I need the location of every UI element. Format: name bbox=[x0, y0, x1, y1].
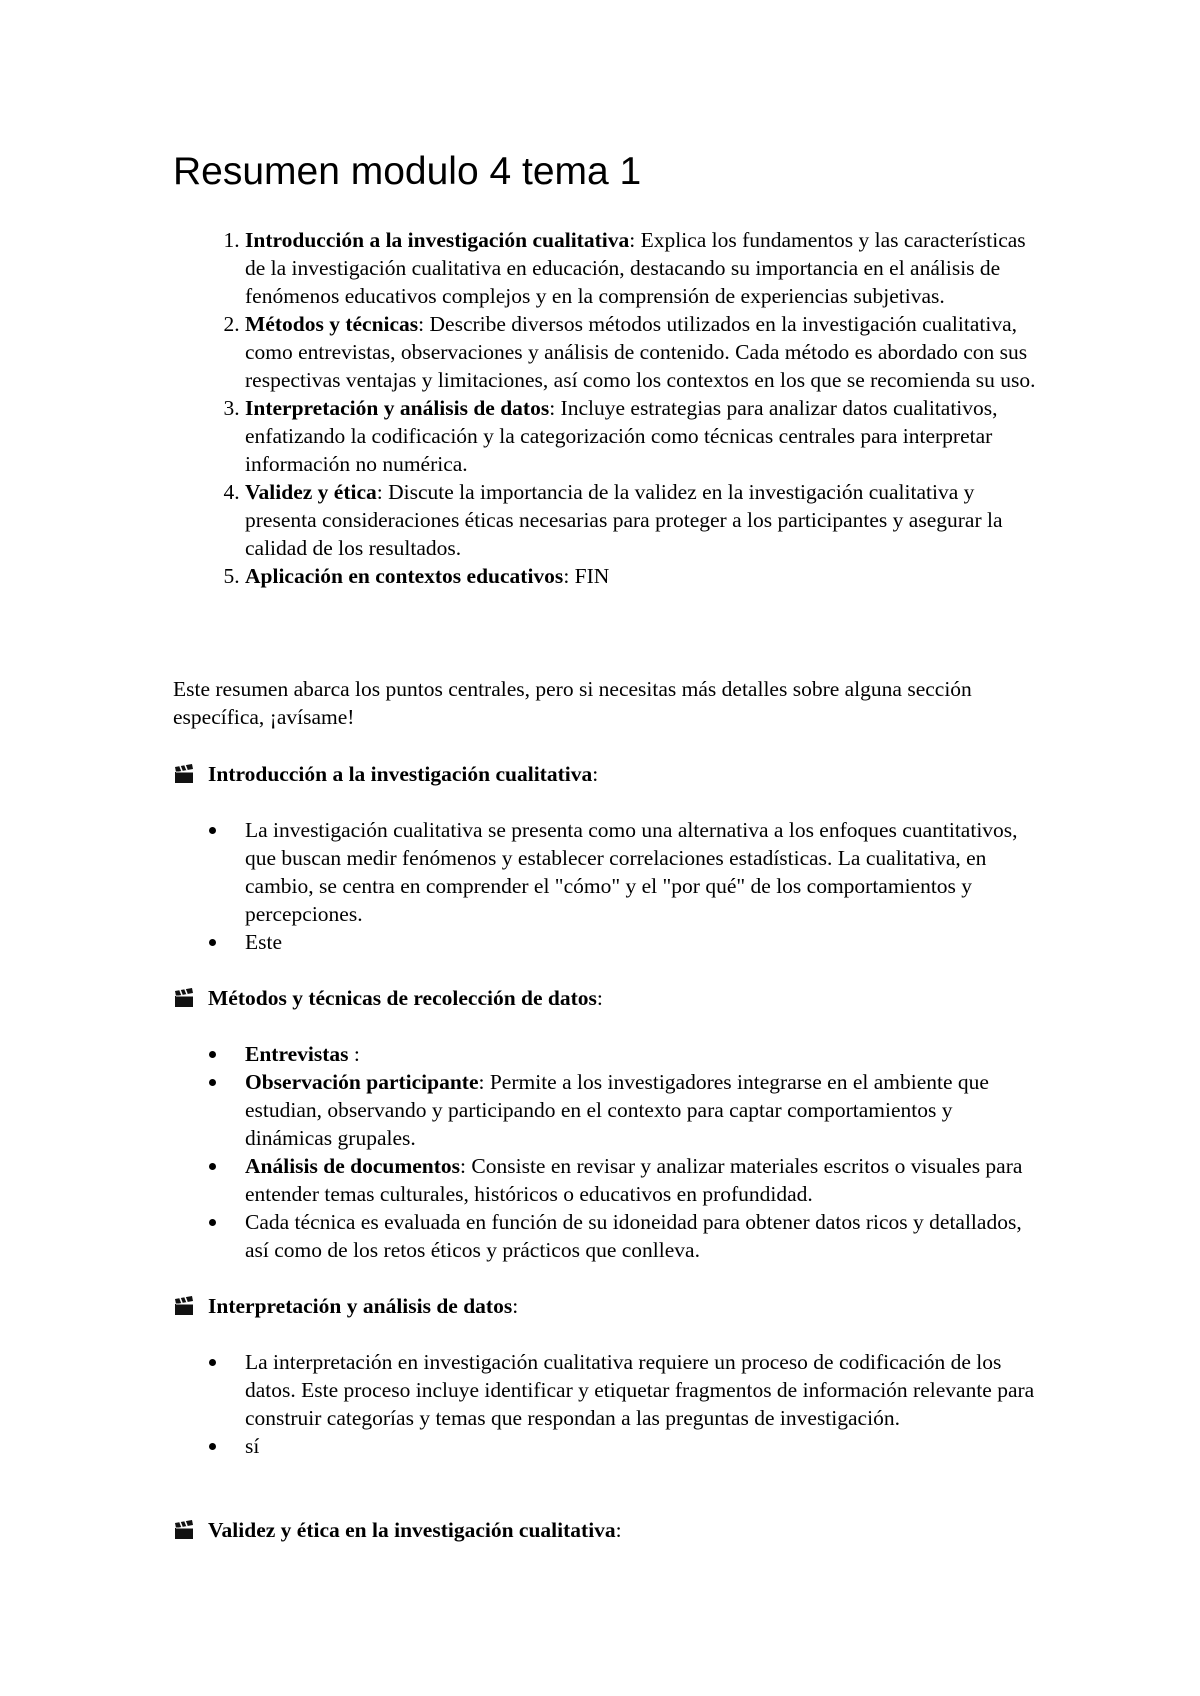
list-item bbox=[245, 310, 1043, 394]
section-heading bbox=[173, 1292, 1043, 1320]
list-item-text: Cada técnica es evaluada en función de su idoneidad para obtener datos ricos y detallados, así como de los retos éticos y prácticos que conlleva. bbox=[245, 1210, 1022, 1262]
list-item-term: Interpretación y análisis de datos bbox=[245, 396, 550, 420]
list-item-term: Introducción a la investigación cualitativa bbox=[245, 228, 630, 252]
list-item bbox=[245, 1152, 1043, 1208]
section-heading-text: Interpretación y análisis de datos bbox=[208, 1294, 513, 1318]
list-item bbox=[245, 478, 1043, 562]
list-item-text: : Describe diversos métodos utilizados en la investigación cualitativa, como entrevistas, observaciones y análisis de contenido. Cada método es abordado con sus respectivas ventajas y limitaciones, así como los contextos en los que se recomienda su uso. bbox=[245, 312, 1036, 392]
list-item-term: Validez y ética bbox=[245, 480, 377, 504]
section-heading bbox=[173, 760, 1043, 788]
bullet-icon bbox=[209, 1219, 216, 1226]
list-item bbox=[245, 562, 1043, 590]
summary-numbered-list bbox=[173, 226, 1043, 590]
list-item-term: Métodos y técnicas bbox=[245, 312, 419, 336]
list-item bbox=[245, 1432, 1043, 1460]
list-item-term: Entrevistas bbox=[245, 1042, 349, 1066]
list-item-text: : bbox=[348, 1042, 360, 1066]
section-heading bbox=[173, 1516, 1043, 1544]
clapperboard-icon bbox=[173, 1519, 195, 1541]
list-item bbox=[245, 816, 1043, 928]
list-item bbox=[245, 1040, 1043, 1068]
list-item-text: Este bbox=[245, 930, 283, 954]
bullet-icon bbox=[209, 939, 216, 946]
section-heading-suffix: : bbox=[592, 762, 599, 786]
list-item-text: : Consiste en revisar y analizar materiales escritos o visuales para entender temas culturales, históricos o educativos en profundidad. bbox=[245, 1154, 1023, 1206]
bullet-icon bbox=[209, 1163, 216, 1170]
list-item bbox=[245, 928, 1043, 956]
bullet-list bbox=[173, 1040, 1043, 1264]
clapperboard-icon bbox=[173, 763, 195, 785]
list-item-term: Análisis de documentos bbox=[245, 1154, 461, 1178]
list-item bbox=[245, 394, 1043, 478]
bullet-icon bbox=[209, 1079, 216, 1086]
section-metodos bbox=[173, 984, 1043, 1264]
section-heading-suffix: : bbox=[512, 1294, 519, 1318]
bullet-icon bbox=[209, 827, 216, 834]
section-heading-text: Introducción a la investigación cualitativa bbox=[208, 762, 593, 786]
list-item-term: Aplicación en contextos educativos bbox=[245, 564, 564, 588]
clapperboard-icon bbox=[173, 987, 195, 1009]
list-item bbox=[245, 1208, 1043, 1264]
list-item-text: : Incluye estrategias para analizar datos cualitativos, enfatizando la codificación y la categorización como técnicas centrales para interpretar información no numérica. bbox=[245, 396, 998, 476]
list-item bbox=[245, 226, 1043, 310]
section-heading-suffix: : bbox=[596, 986, 603, 1010]
section-heading-suffix: : bbox=[615, 1518, 622, 1542]
list-item-text: : Explica los fundamentos y las características de la investigación cualitativa en educación, destacando su importancia en el análisis de fenómenos educativos complejos y en la comprensión de experiencias subjetivas. bbox=[245, 228, 1026, 308]
list-item bbox=[245, 1068, 1043, 1152]
clapperboard-icon bbox=[173, 1295, 195, 1317]
section-heading-text: Métodos y técnicas de recolección de datos bbox=[208, 986, 597, 1010]
document-title: Resumen modulo 4 tema 1 bbox=[173, 150, 642, 193]
bullet-icon bbox=[209, 1359, 216, 1366]
list-item-text: La investigación cualitativa se presenta como una alternativa a los enfoques cuantitativos, que buscan medir fenómenos y establecer correlaciones estadísticas. La cualitativa, en cambio, se centra en comprender el "cómo" y el "por qué" de los comportamientos y percepciones. bbox=[245, 818, 1018, 926]
section-heading bbox=[173, 984, 1043, 1012]
summary-closing-paragraph: Este resumen abarca los puntos centrales, pero si necesitas más detalles sobre alguna sección específica, ¡avísame! bbox=[173, 677, 972, 729]
bullet-list bbox=[173, 816, 1043, 956]
list-item-text: : Discute la importancia de la validez en la investigación cualitativa y presenta consideraciones éticas necesarias para proteger a los participantes y asegurar la calidad de los resultados. bbox=[245, 480, 1003, 560]
section-introduccion bbox=[173, 760, 1043, 956]
list-item-text: sí bbox=[245, 1434, 260, 1458]
list-item-text: : FIN bbox=[563, 564, 610, 588]
section-heading-text: Validez y ética en la investigación cualitativa bbox=[208, 1518, 616, 1542]
bullet-icon bbox=[209, 1443, 216, 1450]
list-item-term: Observación participante bbox=[245, 1070, 479, 1094]
list-item bbox=[245, 1348, 1043, 1432]
bullet-list bbox=[173, 1348, 1043, 1460]
list-item-text: La interpretación en investigación cualitativa requiere un proceso de codificación de los datos. Este proceso incluye identificar y etiquetar fragmentos de información relevante para construir categorías y temas que respondan a las preguntas de investigación. bbox=[245, 1350, 1035, 1430]
list-item-text: : Permite a los investigadores integrarse en el ambiente que estudian, observando y participando en el contexto para captar comportamientos y dinámicas grupales. bbox=[245, 1070, 989, 1150]
bullet-icon bbox=[209, 1051, 216, 1058]
section-validez bbox=[173, 1516, 1043, 1544]
section-interpretacion bbox=[173, 1292, 1043, 1460]
